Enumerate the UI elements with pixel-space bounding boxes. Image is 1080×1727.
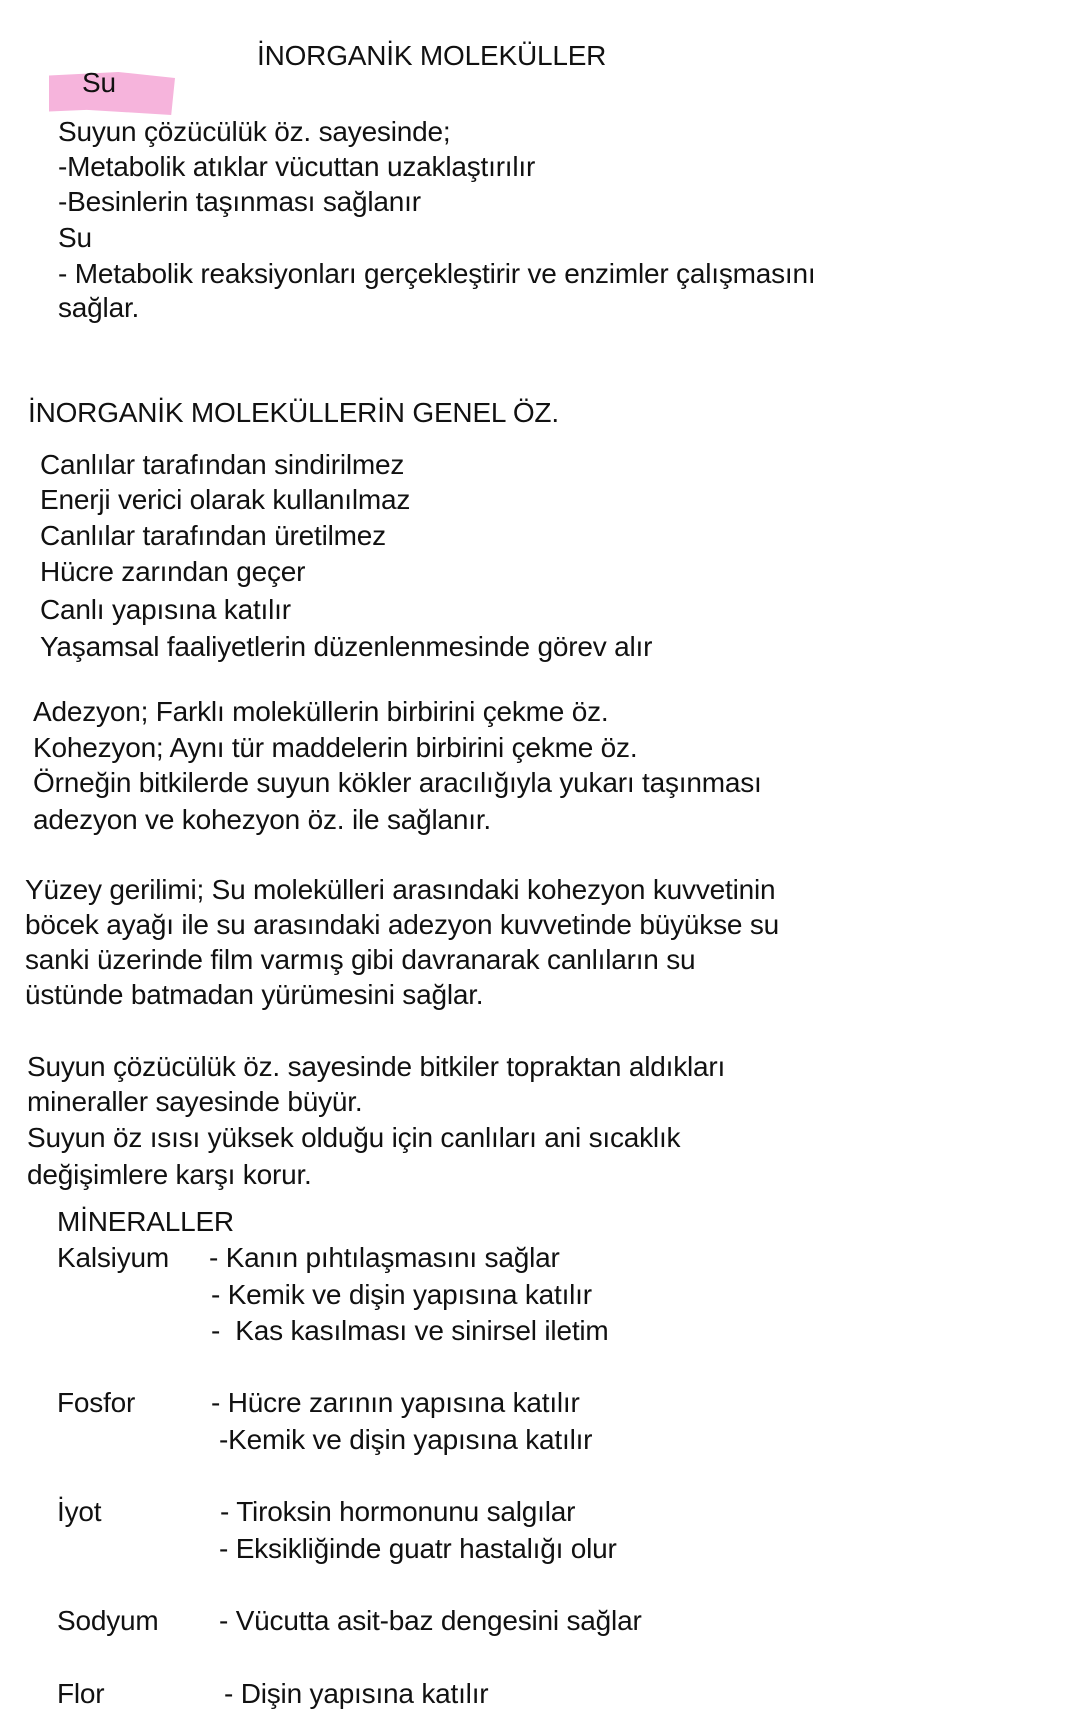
mineral-fact: - Tiroksin hormonunu salgılar [220, 1496, 576, 1527]
list-item: Yaşamsal faaliyetlerin düzenlenmesinde görev alır [40, 631, 653, 662]
text-line: Kohezyon; Aynı tür maddelerin birbirini çekme öz. [33, 732, 638, 763]
text-line: Örneğin bitkilerde suyun kökler aracılığıyla yukarı taşınması [33, 767, 762, 798]
mineral-fact: - Vücutta asit-baz dengesini sağlar [219, 1605, 642, 1636]
mineral-fact: -Kemik ve dişin yapısına katılır [219, 1424, 593, 1455]
list-item: Canlılar tarafından üretilmez [40, 520, 386, 551]
text-line: Suyun çözücülük öz. sayesinde bitkiler topraktan aldıkları [27, 1051, 726, 1082]
mineral-name-flor: Flor [57, 1678, 105, 1709]
minerals-heading: MİNERALLER [57, 1206, 234, 1237]
text-line: adezyon ve kohezyon öz. ile sağlanır. [33, 804, 492, 835]
highlighted-heading-su: Su [82, 67, 116, 98]
mineral-name-iyot: İyot [57, 1496, 102, 1527]
mineral-fact: - Eksikliğinde guatr hastalığı olur [219, 1533, 617, 1564]
text-line: Suyun öz ısısı yüksek olduğu için canlıları ani sıcaklık [27, 1122, 681, 1153]
text-line: -Metabolik atıklar vücuttan uzaklaştırılır [58, 151, 536, 182]
list-item: Enerji verici olarak kullanılmaz [40, 484, 411, 515]
mineral-fact: - Kemik ve dişin yapısına katılır [211, 1279, 592, 1310]
text-line: üstünde batmadan yürümesini sağlar. [25, 979, 484, 1010]
text-line: böcek ayağı ile su arasındaki adezyon kuvvetinde büyükse su [25, 909, 780, 940]
mineral-fact: - Kanın pıhtılaşmasını sağlar [209, 1242, 560, 1273]
section-heading-general: İNORGANİK MOLEKÜLLERİN GENEL ÖZ. [28, 397, 559, 428]
text-line: Yüzey gerilimi; Su molekülleri arasındaki kohezyon kuvvetinin [25, 874, 776, 905]
text-line: - Metabolik reaksiyonları gerçekleştirir ve enzimler çalışmasını [58, 258, 816, 289]
text-line: Adezyon; Farklı moleküllerin birbirini çekme öz. [33, 696, 609, 727]
mineral-name-fosfor: Fosfor [57, 1387, 136, 1418]
mineral-fact: - Hücre zarının yapısına katılır [211, 1387, 580, 1418]
mineral-name-kalsiyum: Kalsiyum [57, 1242, 169, 1273]
mineral-name-sodyum: Sodyum [57, 1605, 159, 1636]
text-line: değişimlere karşı korur. [27, 1159, 312, 1190]
text-line: mineraller sayesinde büyür. [27, 1086, 363, 1117]
page-title: İNORGANİK MOLEKÜLLER [257, 40, 607, 71]
text-line: Su [58, 222, 92, 253]
text-line: sağlar. [58, 292, 140, 323]
text-line: sanki üzerinde film varmış gibi davranarak canlıların su [25, 944, 696, 975]
list-item: Canlı yapısına katılır [40, 594, 291, 625]
mineral-fact: - Dişin yapısına katılır [224, 1678, 489, 1709]
list-item: Canlılar tarafından sindirilmez [40, 449, 405, 480]
list-item: Hücre zarından geçer [40, 556, 306, 587]
text-line: Suyun çözücülük öz. sayesinde; [58, 116, 451, 147]
mineral-fact: - Kas kasılması ve sinirsel iletim [211, 1315, 609, 1346]
text-line: -Besinlerin taşınması sağlanır [58, 186, 421, 217]
